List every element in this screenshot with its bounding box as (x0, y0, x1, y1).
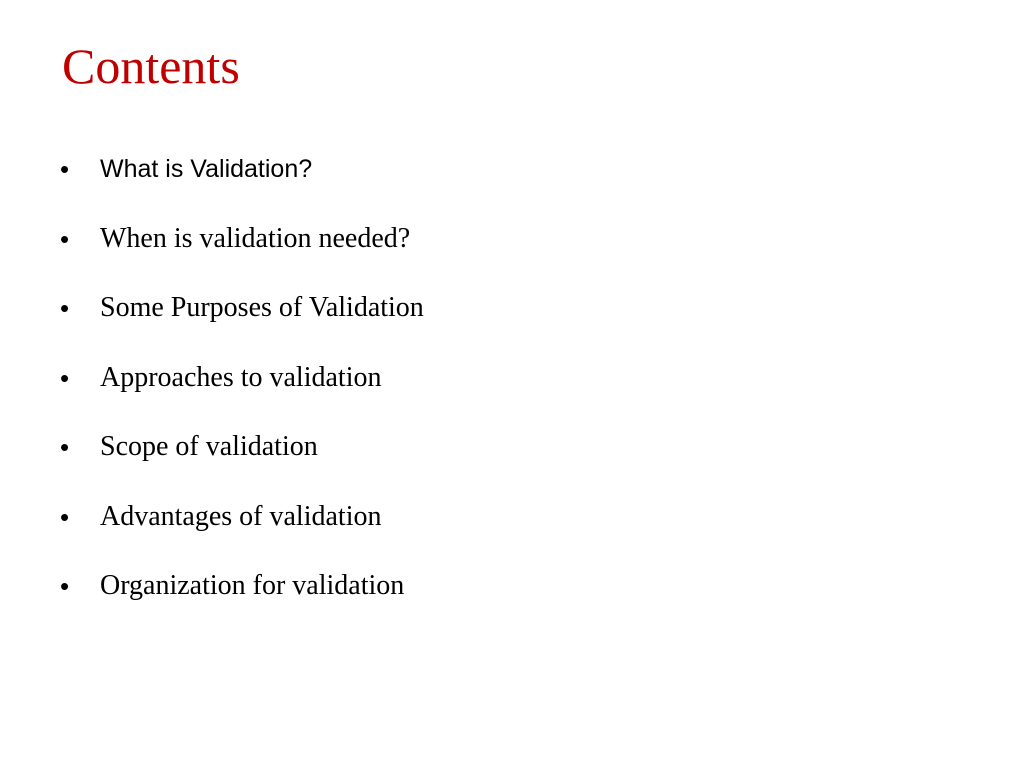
bullet-icon: • (60, 432, 70, 462)
bullet-icon: • (60, 501, 70, 532)
list-item (60, 424, 424, 494)
list-item-text: What is Validation? (100, 155, 313, 183)
list-item (60, 355, 424, 425)
slide-title: Contents (62, 38, 240, 94)
list-item-text: Some Purposes of Validation (100, 292, 424, 323)
list-item-text: Organization for validation (100, 570, 405, 601)
list-item-text: Scope of validation (100, 431, 318, 462)
list-item (60, 494, 424, 564)
bullet-icon: • (60, 293, 70, 323)
bullet-icon: • (60, 223, 70, 254)
list-item (60, 216, 424, 286)
list-item (60, 563, 424, 633)
bullet-icon: • (60, 154, 70, 184)
bullet-icon: • (60, 571, 70, 601)
list-item (60, 285, 424, 355)
list-item (60, 146, 424, 216)
list-item-text: Advantages of validation (100, 500, 382, 532)
list-item-text: When is validation needed? (100, 222, 411, 254)
contents-list (60, 146, 424, 633)
list-item-text: Approaches to validation (100, 361, 382, 393)
bullet-icon: • (60, 362, 70, 393)
